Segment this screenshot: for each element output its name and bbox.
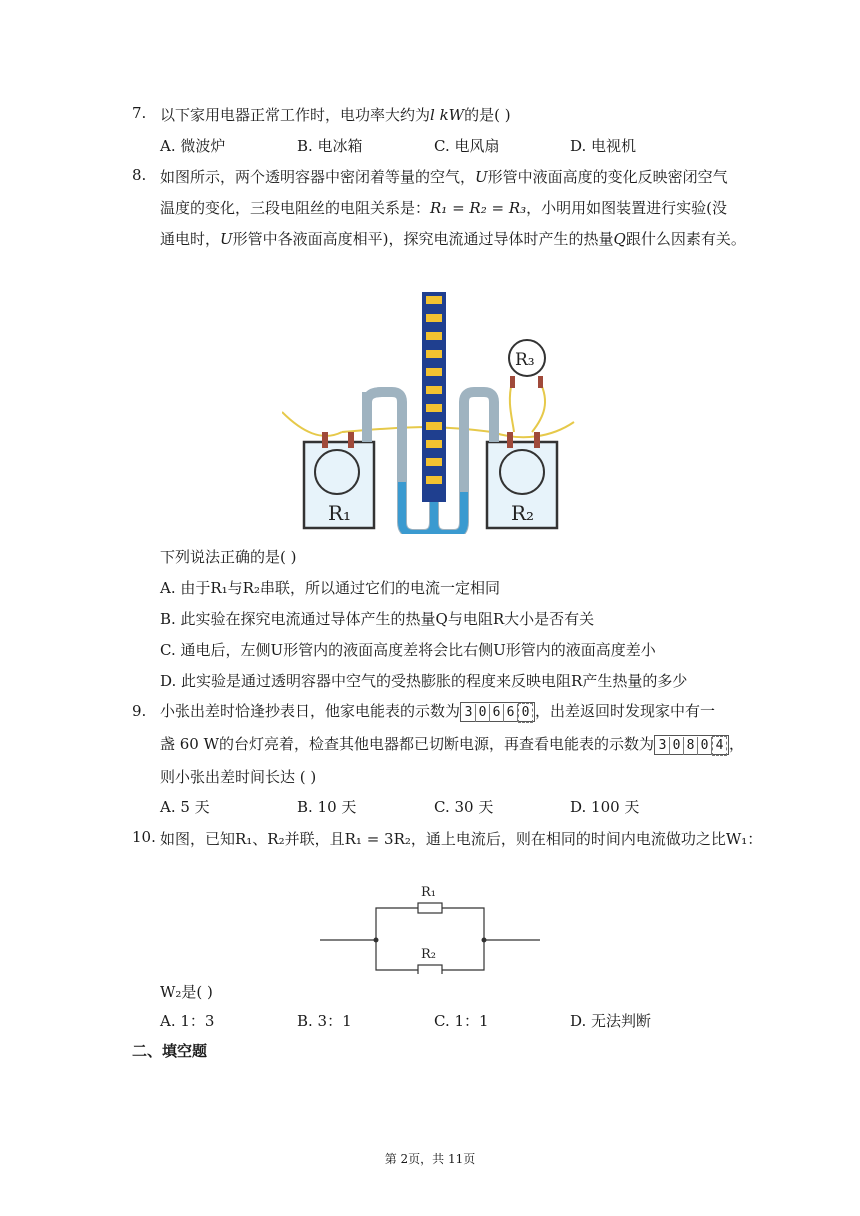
q8-option-a: A. 由于R₁与R₂串联，所以通过它们的电流一定相同 — [160, 579, 500, 597]
meter-digit: 6 — [504, 704, 518, 722]
q8-stem-line-1 — [160, 166, 728, 187]
q7-option-b: B. 电冰箱 — [297, 137, 363, 155]
q8-stem-line-2 — [160, 197, 727, 218]
q9-option-d: D. 100 天 — [570, 798, 640, 816]
section-heading: 二、填空题 — [132, 1042, 208, 1060]
q7-number: 7. — [132, 104, 147, 122]
q9-option-c: C. 30 天 — [434, 798, 494, 816]
q8-var-u: U — [475, 168, 488, 186]
figure-label-r3: R₃ — [515, 350, 535, 370]
u-tube-apparatus-figure — [282, 292, 582, 534]
q9-line-3: 则小张出差时间长达 ( ) — [160, 768, 317, 786]
q9-text: 小张出差时恰逢抄表日，他家电能表的示数为 — [160, 702, 461, 720]
q8-text: 如图所示，两个透明容器中密闭着等量的空气， — [160, 168, 476, 186]
figure-label-r1: R₁ — [328, 501, 352, 525]
circuit-label-r2: R₂ — [421, 947, 436, 962]
q9-option-a: A. 5 天 — [160, 798, 210, 816]
q7-stem-end: 的是( ) — [464, 106, 511, 124]
q8-text: 形管中液面高度的变化反映密闭空气 — [487, 168, 728, 186]
meter-digit: 3 — [462, 704, 476, 722]
q8-var-q: Q — [613, 230, 626, 248]
q8-option-c: C. 通电后，左侧U形管内的液面高度差将会比右侧U形管内的液面高度差小 — [160, 641, 656, 659]
q9-number: 9. — [132, 702, 147, 720]
q8-text: 温度的变化，三段电阻丝的电阻关系是： — [160, 199, 431, 217]
meter-decimal-digit: 4 — [712, 736, 727, 756]
q9-line-1 — [160, 700, 715, 722]
q7-option-c: C. 电风扇 — [434, 137, 500, 155]
q10-option-b: B. 3：1 — [297, 1012, 352, 1030]
q7-option-d: D. 电视机 — [570, 137, 637, 155]
meter-digit: 0 — [476, 704, 490, 722]
q8-text: ，小明用如图装置进行实验(没 — [526, 199, 728, 217]
q8-equation: R₁ = R₂ = R₃ — [430, 199, 527, 217]
meter-digit: 8 — [684, 737, 698, 755]
q8-option-b: B. 此实验在探究电流通过导体产生的热量Q与电阻R大小是否有关 — [160, 610, 595, 628]
q8-prompt: 下列说法正确的是( ) — [160, 548, 297, 566]
meter-digit: 0 — [698, 737, 712, 755]
q10-option-d: D. 无法判断 — [570, 1012, 652, 1030]
meter-digit: 0 — [670, 737, 684, 755]
q10-number: 10. — [132, 828, 156, 846]
figure-label-r2: R₂ — [511, 501, 535, 525]
meter-reading-1 — [460, 702, 535, 722]
q8-text: 形管中各液面高度相平)，探究电流通过导体时产生的热量 — [232, 230, 614, 248]
q9-line-2 — [160, 733, 744, 755]
q7-unit: l kW — [430, 106, 465, 124]
q8-text: 跟什么因素有关。 — [625, 230, 746, 248]
q8-stem-line-3 — [160, 228, 746, 249]
q10-option-c: C. 1：1 — [434, 1012, 489, 1030]
circuit-label-r1: R₁ — [421, 885, 436, 900]
q9-text: ， — [729, 735, 745, 753]
q10-line-2: W₂是( ) — [160, 983, 213, 1001]
q7-option-a: A. 微波炉 — [160, 137, 226, 155]
q8-var-u: U — [220, 230, 233, 248]
page-footer: 第 2页，共 11页 — [384, 1152, 476, 1166]
q7-stem — [160, 104, 511, 125]
q9-option-b: B. 10 天 — [297, 798, 357, 816]
meter-digit: 3 — [656, 737, 670, 755]
parallel-circuit-figure — [320, 880, 542, 974]
q9-text: 盏 60 W的台灯亮着，检查其他电器都已切断电源，再查看电能表的示数为 — [160, 735, 655, 753]
q7-stem-text: 以下家用电器正常工作时，电功率大约为 — [160, 106, 431, 124]
q8-option-d: D. 此实验是通过透明容器中空气的受热膨胀的程度来反映电阻R产生热量的多少 — [160, 672, 688, 690]
q9-text: ，出差返回时发现家中有一 — [535, 702, 716, 720]
meter-decimal-digit: 0 — [518, 703, 533, 723]
meter-reading-2 — [654, 735, 729, 755]
q10-option-a: A. 1：3 — [160, 1012, 215, 1030]
q8-text: 通电时， — [160, 230, 221, 248]
q10-line-1: 如图，已知R₁、R₂并联，且R₁ = 3R₂，通上电流后，则在相同的时间内电流做功之比W₁： — [160, 830, 763, 848]
meter-digit: 6 — [490, 704, 504, 722]
q8-number: 8. — [132, 166, 147, 184]
